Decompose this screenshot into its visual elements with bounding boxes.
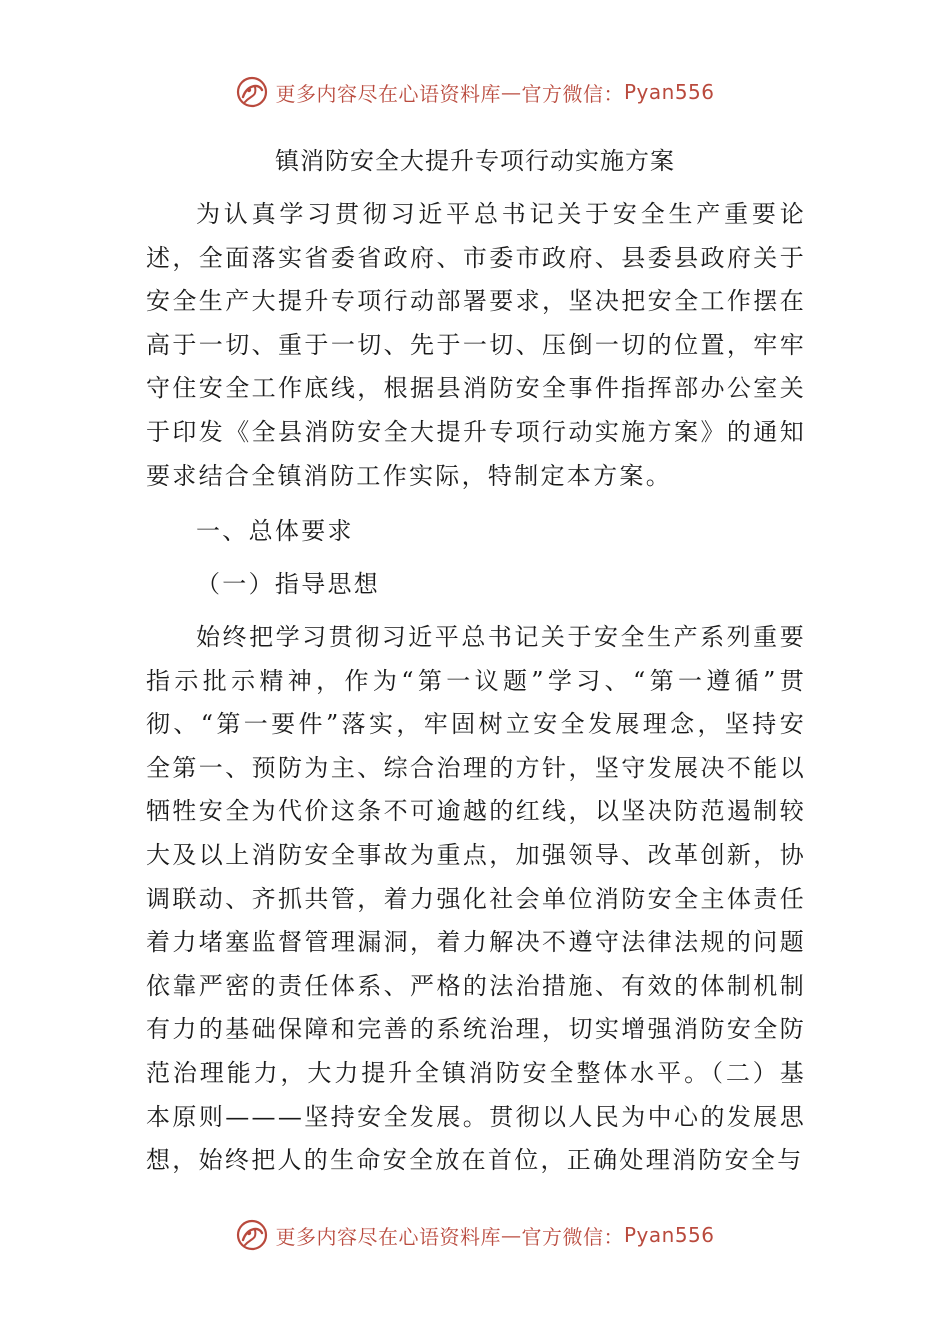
document-title: 镇消防安全大提升专项行动实施方案	[275, 147, 675, 175]
watermark-banner-bottom	[0, 1215, 950, 1255]
watermark-banner-top	[0, 72, 950, 112]
section-heading: 一、总体要求	[196, 517, 354, 545]
swirl-logo-icon	[235, 75, 269, 109]
watermark-wechat-label: 官方微信：	[521, 1224, 624, 1249]
watermark-dash: —	[500, 1223, 522, 1247]
watermark-wechat-label: 官方微信：	[521, 81, 624, 106]
watermark-text: 更多内容尽在心语资料库	[275, 81, 501, 106]
watermark-wechat-id: Pyan556	[623, 80, 715, 104]
swirl-logo-icon	[235, 1218, 269, 1252]
guiding-principles-paragraph: 始终把学习贯彻习近平总书记关于安全生产系列重要指示批示精神，作为“第一议题”学习、“第一遵循”贯彻、“第一要件”落实，牢固树立安全发展理念，坚持安全第一、预防为主、综合治理的方针，坚守发展决不能以牺牲安全为代价这条不可逾越的红线，以坚决防范遏制较大及以上消防安全事故为重点，加强领导、改革创新，协调联动、齐抓共管，着力强化社会单位消防安全主体责任着力堵塞监督管理漏洞，着力解决不遵守法律法规的问题依靠严密的责任体系、严格的法治措施、有效的体制机制有力的基础保障和完善的系统治理，切实增强消防安全防范治理能力，大力提升全镇消防安全整体水平。（二）基本原则———坚持安全发展。贯彻以人民为中心的发展思想，始终把人的生命安全放在首位，正确处理消防安全与	[146, 623, 806, 1175]
watermark-wechat-id: Pyan556	[623, 1223, 715, 1247]
intro-paragraph: 为认真学习贯彻习近平总书记关于安全生产重要论述，全面落实省委省政府、市委市政府、县委县政府关于安全生产大提升专项行动部署要求，坚决把安全工作摆在高于一切、重于一切、先于一切、压倒一切的位置，牢牢守住安全工作底线，根据县消防安全事件指挥部办公室关于印发《全县消防安全大提升专项行动实施方案》的通知要求结合全镇消防工作实际，特制定本方案。	[146, 200, 806, 490]
watermark-text: 更多内容尽在心语资料库	[275, 1224, 501, 1249]
watermark-dash: —	[500, 80, 522, 104]
subsection-heading: （一）指导思想	[196, 570, 381, 598]
